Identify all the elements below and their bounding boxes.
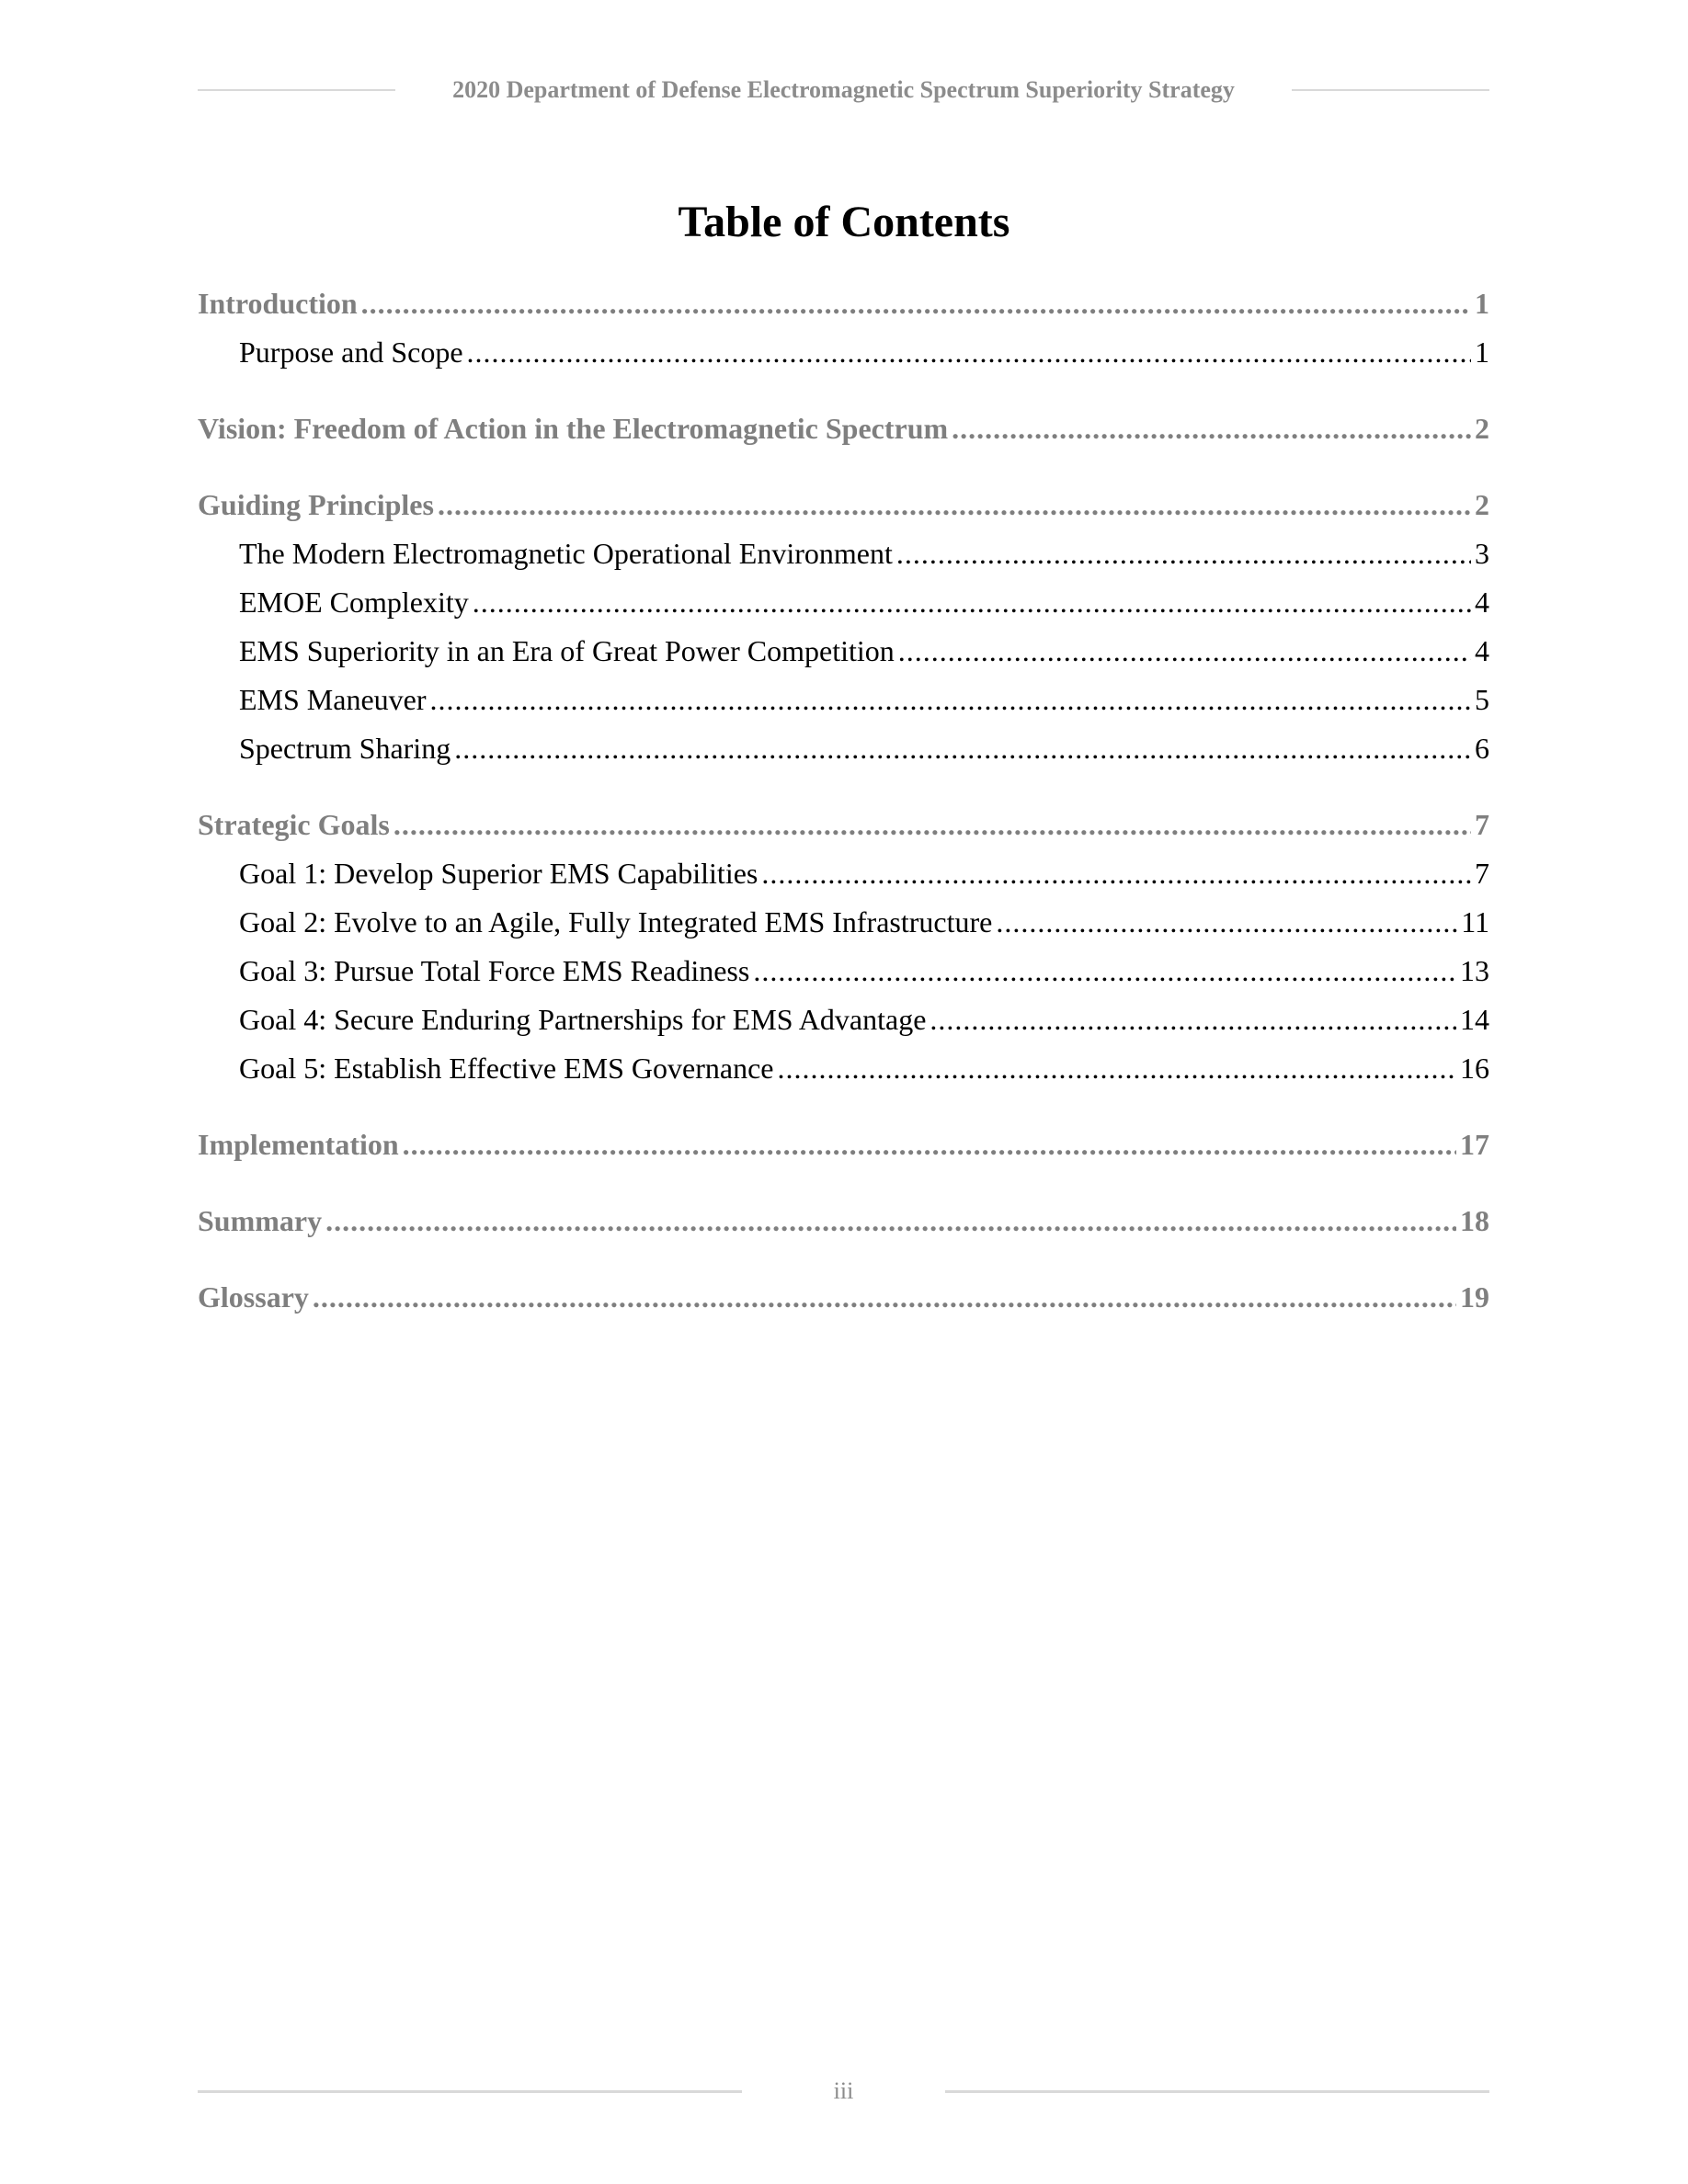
- toc-entry-label: Spectrum Sharing: [239, 732, 451, 765]
- toc-entry-emoe-complexity[interactable]: [198, 586, 1489, 634]
- toc-entry-implementation[interactable]: [198, 1128, 1489, 1177]
- toc-dot-leader: [952, 412, 1471, 446]
- toc-entry-goal-3[interactable]: [198, 954, 1489, 1003]
- toc-entry-spectrum-sharing[interactable]: [198, 732, 1489, 780]
- running-header: [198, 72, 1489, 108]
- running-header-title: 2020 Department of Defense Electromagnetic Spectrum Superiority Strategy: [452, 76, 1235, 103]
- toc-entry-page: 2: [1475, 412, 1489, 445]
- toc-dot-leader: [473, 586, 1471, 620]
- toc-dot-leader: [753, 954, 1456, 988]
- toc-entry-glossary[interactable]: [198, 1280, 1489, 1329]
- toc-dot-leader: [438, 488, 1471, 522]
- toc-entry-page: 4: [1475, 634, 1489, 667]
- toc-entry-label: EMOE Complexity: [239, 586, 469, 619]
- toc-entry-page: 11: [1461, 905, 1489, 938]
- toc-dot-leader: [777, 1052, 1456, 1086]
- toc-entry-purpose-and-scope[interactable]: [198, 336, 1489, 384]
- toc-entry-label: Glossary: [198, 1280, 309, 1314]
- toc-entry-page: 4: [1475, 586, 1489, 619]
- toc-entry-goal-1[interactable]: [198, 857, 1489, 905]
- page-number: iii: [833, 2077, 854, 2104]
- toc-dot-leader: [761, 857, 1471, 891]
- toc-dot-leader: [467, 336, 1471, 370]
- toc-dot-leader: [898, 634, 1471, 668]
- toc-entry-label: Goal 4: Secure Enduring Partnerships for EMS Advantage: [239, 1003, 927, 1036]
- page-title: Table of Contents: [678, 198, 1010, 246]
- toc-entry-label: EMS Superiority in an Era of Great Power Competition: [239, 634, 895, 667]
- toc-entry-label: Goal 2: Evolve to an Agile, Fully Integrated EMS Infrastructure: [239, 905, 993, 938]
- toc-entry-label: Implementation: [198, 1128, 399, 1161]
- toc-entry-page: 19: [1460, 1280, 1489, 1314]
- toc-entry-page: 6: [1475, 732, 1489, 765]
- toc-dot-leader: [325, 1204, 1456, 1238]
- toc-entry-label: EMS Maneuver: [239, 683, 427, 716]
- toc-entry-page: 7: [1475, 857, 1489, 890]
- toc-entry-page: 5: [1475, 683, 1489, 716]
- toc-entry-label: Goal 5: Establish Effective EMS Governance: [239, 1052, 774, 1085]
- toc-entry-goal-4[interactable]: [198, 1003, 1489, 1052]
- toc-dot-leader: [896, 537, 1471, 571]
- footer-rule-right: [945, 2090, 1489, 2093]
- running-footer: [198, 2073, 1489, 2110]
- table-of-contents: [198, 287, 1489, 1329]
- toc-entry-label: Goal 1: Develop Superior EMS Capabilities: [239, 857, 758, 890]
- toc-dot-leader: [361, 287, 1471, 321]
- toc-entry-strategic-goals[interactable]: [198, 808, 1489, 857]
- toc-dot-leader: [403, 1128, 1456, 1162]
- toc-dot-leader: [930, 1003, 1456, 1037]
- toc-entry-page: 1: [1475, 287, 1489, 320]
- toc-dot-leader: [996, 905, 1457, 939]
- toc-entry-modern-emoe[interactable]: [198, 537, 1489, 586]
- toc-entry-page: 18: [1460, 1204, 1489, 1237]
- toc-entry-summary[interactable]: [198, 1204, 1489, 1253]
- toc-entry-goal-5[interactable]: [198, 1052, 1489, 1100]
- toc-entry-page: 7: [1475, 808, 1489, 841]
- toc-entry-page: 3: [1475, 537, 1489, 570]
- toc-entry-page: 16: [1460, 1052, 1489, 1085]
- toc-entry-label: Vision: Freedom of Action in the Electromagnetic Spectrum: [198, 412, 949, 445]
- toc-dot-leader: [393, 808, 1471, 842]
- toc-entry-vision[interactable]: [198, 412, 1489, 461]
- toc-entry-introduction[interactable]: [198, 287, 1489, 336]
- toc-dot-leader: [430, 683, 1471, 717]
- toc-entry-page: 2: [1475, 488, 1489, 521]
- toc-entry-page: 14: [1460, 1003, 1489, 1036]
- toc-entry-label: Strategic Goals: [198, 808, 390, 841]
- toc-entry-page: 1: [1475, 336, 1489, 369]
- toc-entry-guiding-principles[interactable]: [198, 488, 1489, 537]
- toc-entry-label: Guiding Principles: [198, 488, 434, 521]
- toc-entry-label: Purpose and Scope: [239, 336, 463, 369]
- toc-entry-label: Goal 3: Pursue Total Force EMS Readiness: [239, 954, 750, 987]
- toc-entry-goal-2[interactable]: [198, 905, 1489, 954]
- header-rule-left: [198, 89, 395, 91]
- toc-entry-label: The Modern Electromagnetic Operational Environment: [239, 537, 893, 570]
- toc-dot-leader: [454, 732, 1471, 766]
- toc-entry-label: Summary: [198, 1204, 323, 1237]
- toc-entry-ems-superiority[interactable]: [198, 634, 1489, 683]
- toc-dot-leader: [313, 1280, 1456, 1314]
- footer-rule-left: [198, 2090, 742, 2093]
- toc-entry-label: Introduction: [198, 287, 358, 320]
- header-rule-right: [1292, 89, 1489, 91]
- toc-entry-page: 13: [1460, 954, 1489, 987]
- toc-entry-ems-maneuver[interactable]: [198, 683, 1489, 732]
- toc-entry-page: 17: [1460, 1128, 1489, 1161]
